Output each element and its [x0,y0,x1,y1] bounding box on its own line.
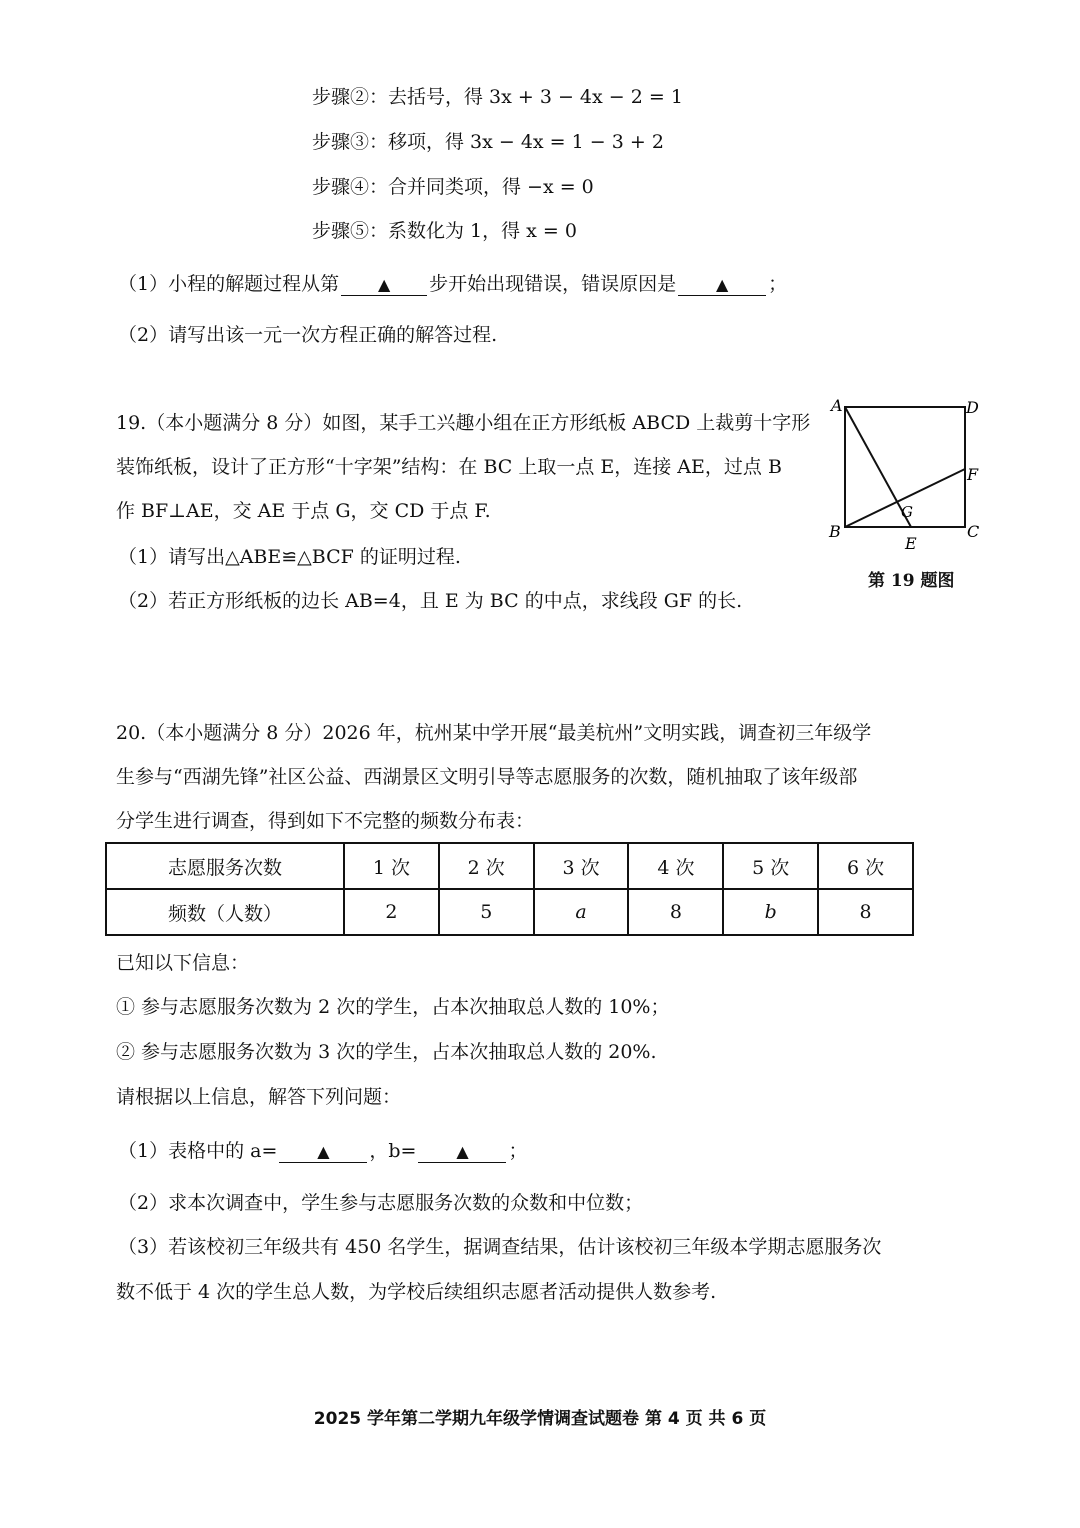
q19-line-2: 装饰纸板，设计了正方形“十字架”结构：在 BC 上取一点 E，连接 AE，过点 B [116,456,782,478]
table-row [106,889,913,935]
q20-intro-1: 20.（本小题满分 8 分）2026 年，杭州某中学开展“最美杭州”文明实践，调查初三年级学 [116,722,872,744]
q20-info-1: ① 参与志愿服务次数为 2 次的学生，占本次抽取总人数的 10%； [116,996,670,1018]
q20-part1-text-b: ，b= [369,1140,417,1162]
table-cell: 8 [818,889,913,935]
table-cell: b [723,889,818,935]
q20-ask: 请根据以上信息，解答下列问题： [116,1086,402,1108]
table-header-cell: 频数（人数） [106,889,344,935]
q18-answer-blank-reason[interactable] [678,274,766,296]
step-3: 步骤③：移项，得 3x − 4x = 1 − 3 + 2 [312,131,664,153]
label-f: F [967,465,979,484]
table-cell: a [534,889,629,935]
q18-part2: （2）请写出该一元一次方程正确的解答过程. [118,324,498,346]
q19-part1: （1）请写出△ABE≌△BCF 的证明过程. [118,546,461,568]
blank-marker-icon: ▲ [317,1142,330,1161]
q20-part1-text-a: （1）表格中的 a= [118,1140,278,1162]
q19-line-1: 19.（本小题满分 8 分）如图，某手工兴趣小组在正方形纸板 ABCD 上裁剪十字形 [116,412,811,434]
label-g: G [901,503,913,521]
table-header-cell: 志愿服务次数 [106,843,344,889]
blank-marker-icon: ▲ [715,275,729,294]
label-d: D [966,398,979,417]
label-a: A [831,396,843,415]
q18-answer-blank-step[interactable] [341,274,427,296]
q20-part3-line2: 数不低于 4 次的学生总人数，为学校后续组织志愿者活动提供人数参考. [116,1281,717,1303]
q20-part1-text-c: ； [508,1140,528,1162]
q20-part2: （2）求本次调查中，学生参与志愿服务次数的众数和中位数； [118,1192,644,1214]
blank-marker-icon: ▲ [456,1142,469,1161]
table-cell: 5 次 [723,843,818,889]
q19-geometry-figure [828,396,990,556]
q20-known: 已知以下信息： [116,952,250,974]
label-c: C [967,522,980,541]
q18-part1 [118,272,787,296]
table-cell: 1 次 [344,843,439,889]
step-2: 步骤②：去括号，得 3x + 3 − 4x − 2 = 1 [312,86,683,108]
q20-answer-blank-a[interactable] [279,1141,367,1163]
q20-intro-3: 分学生进行调查，得到如下不完整的频数分布表： [116,810,535,832]
table-cell: 2 次 [439,843,534,889]
blank-marker-icon: ▲ [377,275,391,294]
label-e: E [905,534,917,553]
q20-intro-2: 生参与“西湖先锋”社区公益、西湖景区文明引导等志愿服务的次数，随机抽取了该年级部 [116,766,858,788]
step-4: 步骤④：合并同类项，得 −x = 0 [312,176,594,198]
table-row [106,843,913,889]
q20-info-2: ② 参与志愿服务次数为 3 次的学生，占本次抽取总人数的 20%. [116,1041,657,1063]
q19-part2: （2）若正方形纸板的边长 AB=4，且 E 为 BC 的中点，求线段 GF 的长. [118,590,743,612]
page-footer: 2025 学年第二学期九年级学情调查试题卷 第 4 页 共 6 页 [313,1409,767,1429]
table-cell: 4 次 [628,843,723,889]
q20-part1 [118,1139,528,1163]
q19-line-3: 作 BF⊥AE，交 AE 于点 G，交 CD 于点 F. [116,500,491,522]
q20-answer-blank-b[interactable] [418,1141,506,1163]
label-b: B [829,522,841,541]
q20-part3-line1: （3）若该校初三年级共有 450 名学生，据调查结果，估计该校初三年级本学期志愿服务次 [118,1236,882,1258]
q18-part1-text-b: 步开始出现错误，错误原因是 [429,273,677,295]
frequency-table [105,842,914,936]
step-5: 步骤⑤：系数化为 1，得 x = 0 [312,220,577,242]
table-cell: 5 [439,889,534,935]
table-cell: 2 [344,889,439,935]
table-cell: 3 次 [534,843,629,889]
q18-part1-text-a: （1）小程的解题过程从第 [118,273,340,295]
q18-part1-text-c: ； [768,273,788,295]
table-cell: 8 [628,889,723,935]
table-cell: 6 次 [818,843,913,889]
q19-figure-caption: 第 19 题图 [868,571,955,591]
